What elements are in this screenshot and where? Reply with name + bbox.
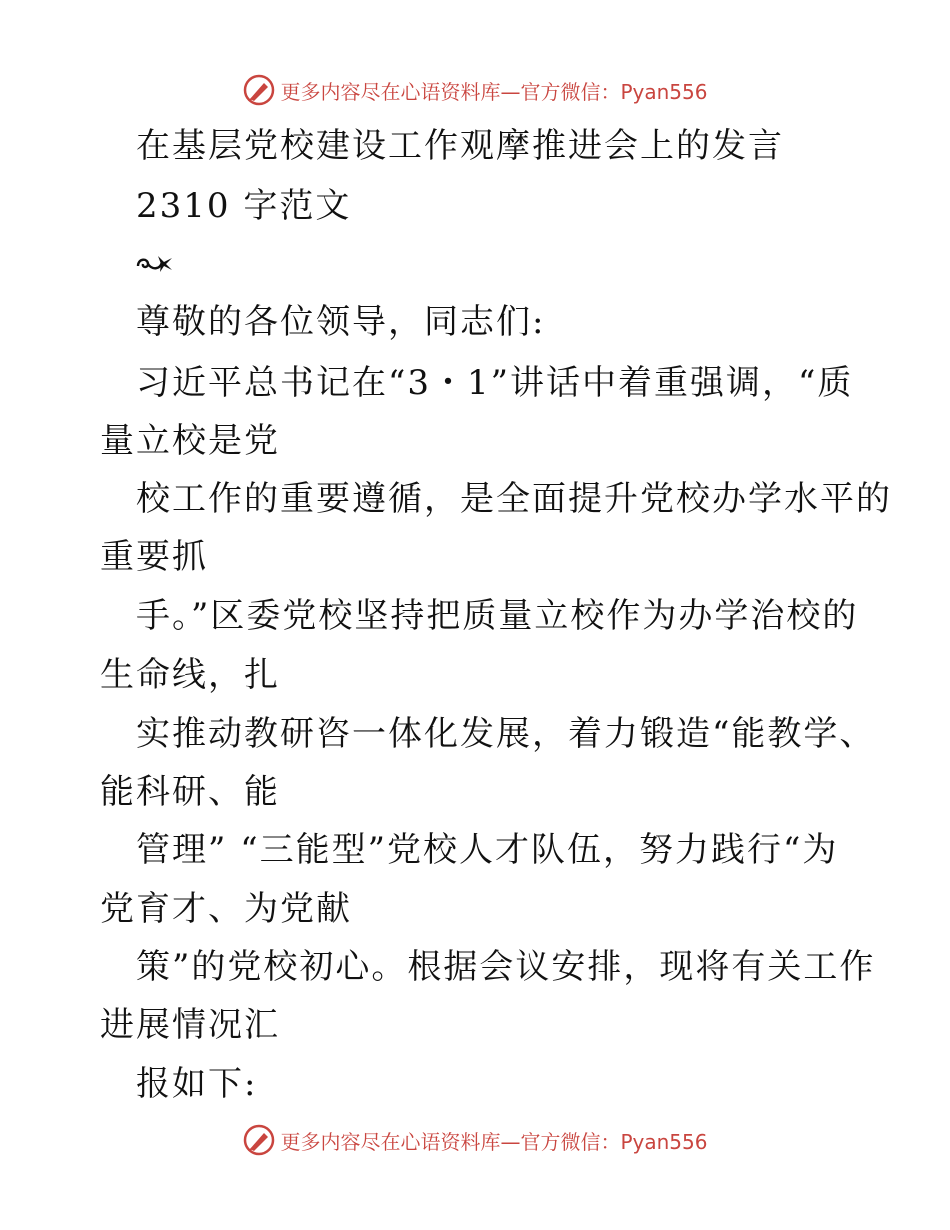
paragraph-line: 手。”区委党校坚持把质量立校作为办学治校的: [136, 596, 859, 636]
paragraph-line: 策”的党校初心。根据会议安排，现将有关工作: [136, 947, 876, 987]
document-title-line-1: 在基层党校建设工作观摩推进会上的发言: [136, 126, 784, 166]
paragraph-line: 进展情况汇: [100, 1005, 280, 1045]
paragraph-line: 习近平总书记在“3・1”讲话中着重强调，“质: [136, 363, 854, 403]
paragraph-line: 党育才、为党献: [100, 889, 352, 929]
fleuron-ornament-icon: [134, 248, 174, 280]
paragraph-line: 生命线，扎: [100, 655, 280, 695]
paragraph-line: 重要抓: [100, 537, 208, 577]
paragraph-line: 量立校是党: [100, 421, 280, 461]
paragraph-line: 实推动教研咨一体化发展，着力锻造“能教学、: [136, 714, 876, 754]
paragraph-line: 报如下:: [136, 1064, 258, 1104]
watermark-text: 更多内容尽在心语资料库—官方微信：Pyan556: [280, 79, 708, 104]
watermark-text: 更多内容尽在心语资料库—官方微信：Pyan556: [280, 1129, 708, 1154]
footer-watermark: [0, 1120, 950, 1160]
pen-logo-icon: [242, 1123, 276, 1157]
pen-logo-icon: [242, 73, 276, 107]
paragraph-line: 校工作的重要遵循，是全面提升党校办学水平的: [136, 479, 892, 519]
paragraph-line: 能科研、能: [100, 772, 280, 812]
salutation: 尊敬的各位领导，同志们:: [136, 302, 546, 342]
document-title-line-2: 2310 字范文: [136, 186, 352, 226]
header-watermark: [0, 70, 950, 110]
paragraph-line: 管理” “三能型”党校人才队伍，努力践行“为: [136, 830, 839, 870]
